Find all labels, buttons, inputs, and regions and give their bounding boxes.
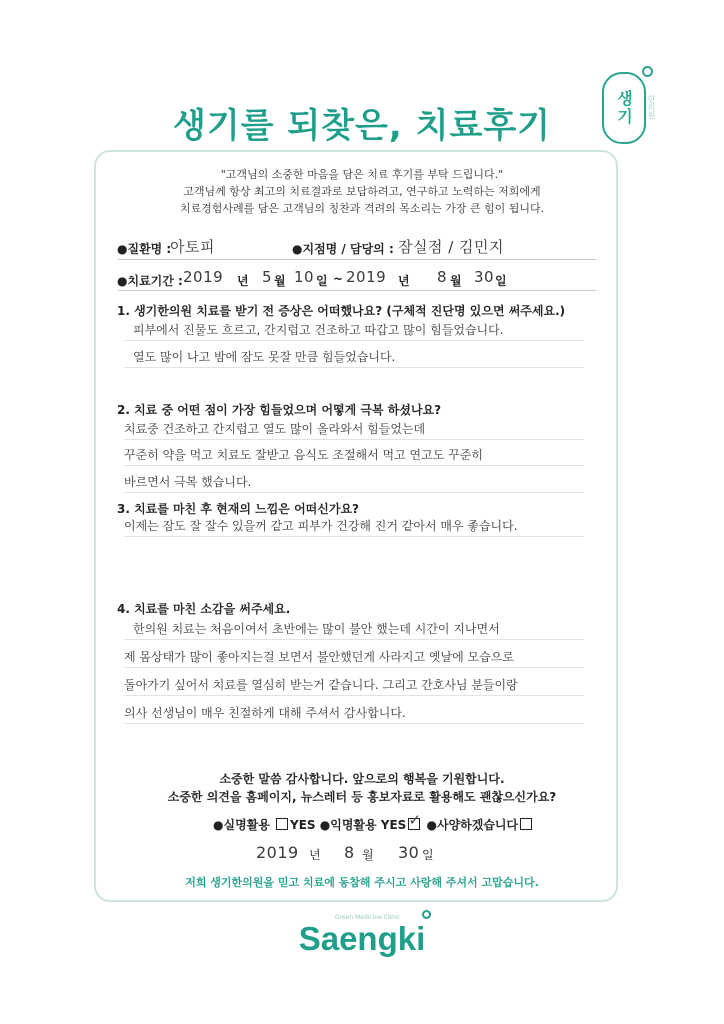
period-label: ●치료기간 : [117,274,183,288]
answer-rule [124,723,584,724]
question-4: 4. 치료를 마친 소감을 써주세요. [117,602,291,616]
period-divider [118,290,596,291]
consent-options [213,811,534,833]
answer-rule [124,695,584,696]
sign-year: 2019 [256,843,299,862]
disease-value: 아토피 [170,238,215,256]
start-day: 10 [294,268,315,286]
sign-month: 8 [344,843,355,862]
sign-day: 30 [398,843,420,862]
answer-rule [124,492,584,493]
answer-2-line-3: 바르면서 극복 했습니다. [124,475,252,489]
brand-subtitle: Green Medicine Clinic [335,914,401,921]
closing-line-2: 소중한 의견을 홈페이지, 뉴스레터 등 홍보자료로 활용해도 괜찮으신가요? [167,790,557,804]
end-year-unit: 년 [398,274,410,288]
sign-day-unit: 일 [422,848,434,862]
intro-line-2: 고객님께 항상 최고의 치료결과로 보답하려고, 연구하고 노력하는 저희에게 [183,185,541,198]
anonymous-label: ●익명활용 [319,818,377,832]
answer-4-line-2: 제 몸상태가 많이 좋아지는걸 보면서 불안했던게 사라지고 옛날에 모습으로 [124,650,514,664]
decline-checkbox[interactable] [520,818,532,830]
thank-you-note: 저희 생기한의원을 믿고 치료에 동참해 주시고 사랑해 주셔서 고맙습니다. [185,876,539,889]
answer-rule [124,367,584,368]
anonymous-checkbox[interactable] [408,811,421,830]
answer-4-line-3: 돌아가기 싶어서 치료를 열심히 받는거 같습니다. 그리고 간호사님 분들이랑 [124,678,518,692]
branch-label: ●지점명 / 담당의 : [292,242,394,256]
intro-text [100,166,624,217]
sign-month-unit: 월 [362,848,374,862]
checkmark-icon: ✓ [408,811,421,829]
intro-line-1: "고객님의 소중한 마음을 담은 치료 후기를 부탁 드립니다." [220,168,504,181]
brand-dot-icon [422,910,431,919]
answer-rule [124,667,584,668]
question-1: 1. 생기한의원 치료를 받기 전 증상은 어떠했나요? (구체적 진단명 있으면 써주세요.) [117,304,566,318]
branch-value: 잠실점 / 김민지 [398,238,505,256]
end-day: 30 [474,268,495,286]
answer-4-line-1: 한의원 치료는 처음이여서 초반에는 많이 불안 했는데 시간이 지나면서 [133,622,500,636]
real-name-checkbox[interactable] [276,818,288,830]
answer-1-line-2: 열도 많이 나고 밤에 잠도 못잘 만큼 힘들었습니다. [133,350,396,364]
end-month: 8 [437,268,448,286]
field-divider [118,259,596,260]
answer-2-line-1: 치료중 건조하고 간지럽고 열도 많이 올라와서 힘들었는데 [124,422,426,436]
answer-4-line-4: 의사 선생님이 매우 친절하게 대해 주셔서 감사합니다. [124,706,406,720]
end-month-unit: 월 [450,274,462,288]
brand-logo: Saengki [298,920,426,957]
answer-2-line-2: 꾸준히 약을 먹고 치료도 잘받고 음식도 조절해서 먹고 연고도 꾸준히 [124,448,483,462]
question-2: 2. 치료 중 어떤 점이 가장 힘들었으며 어떻게 극복 하셨나요? [117,403,442,417]
start-day-unit: 일 [316,274,328,288]
start-year: 2019 [183,268,224,286]
start-year-unit: 년 [237,274,249,288]
closing-line-1: 소중한 말씀 감사합니다. 앞으로의 행복을 기원합니다. [219,772,505,786]
disease-label: ●질환명 : [117,242,172,256]
real-name-label: ●실명활용 [213,818,270,832]
decline-label: ●사양하겠습니다 [426,818,519,832]
logo-subtext: 한의원 [647,95,656,119]
answer-rule [124,439,584,440]
sign-year-unit: 년 [309,848,321,862]
answer-1-line-1: 피부에서 진물도 흐르고, 간지럽고 건조하고 따갑고 많이 힘들었습니다. [133,323,504,337]
anonymous-yes: YES [380,818,407,832]
end-day-unit: 일 [495,274,507,288]
answer-rule [124,536,584,537]
intro-line-3: 치료경험사례를 담은 고객님의 칭찬과 격려의 목소리는 가장 큰 힘이 됩니다. [179,202,545,215]
start-month: 5 [262,268,273,286]
page-title: 생기를 되찾은, 치료후기 [172,106,552,146]
real-name-yes: YES [290,818,316,832]
end-year: 2019 [346,268,387,286]
logo-dot-icon [642,66,653,77]
answer-3-line-1: 이제는 잠도 잘 잘수 있을꺼 같고 피부가 건강해 진거 같아서 매우 좋습니다. [124,519,518,533]
answer-rule [124,340,584,341]
answer-rule [124,639,584,640]
period-tilde: ~ [333,272,344,286]
answer-rule [124,465,584,466]
question-3: 3. 치료를 마친 후 현재의 느낌은 어떠신가요? [117,502,360,516]
saengki-seal-logo: 생기 [602,72,646,144]
start-month-unit: 월 [274,274,286,288]
